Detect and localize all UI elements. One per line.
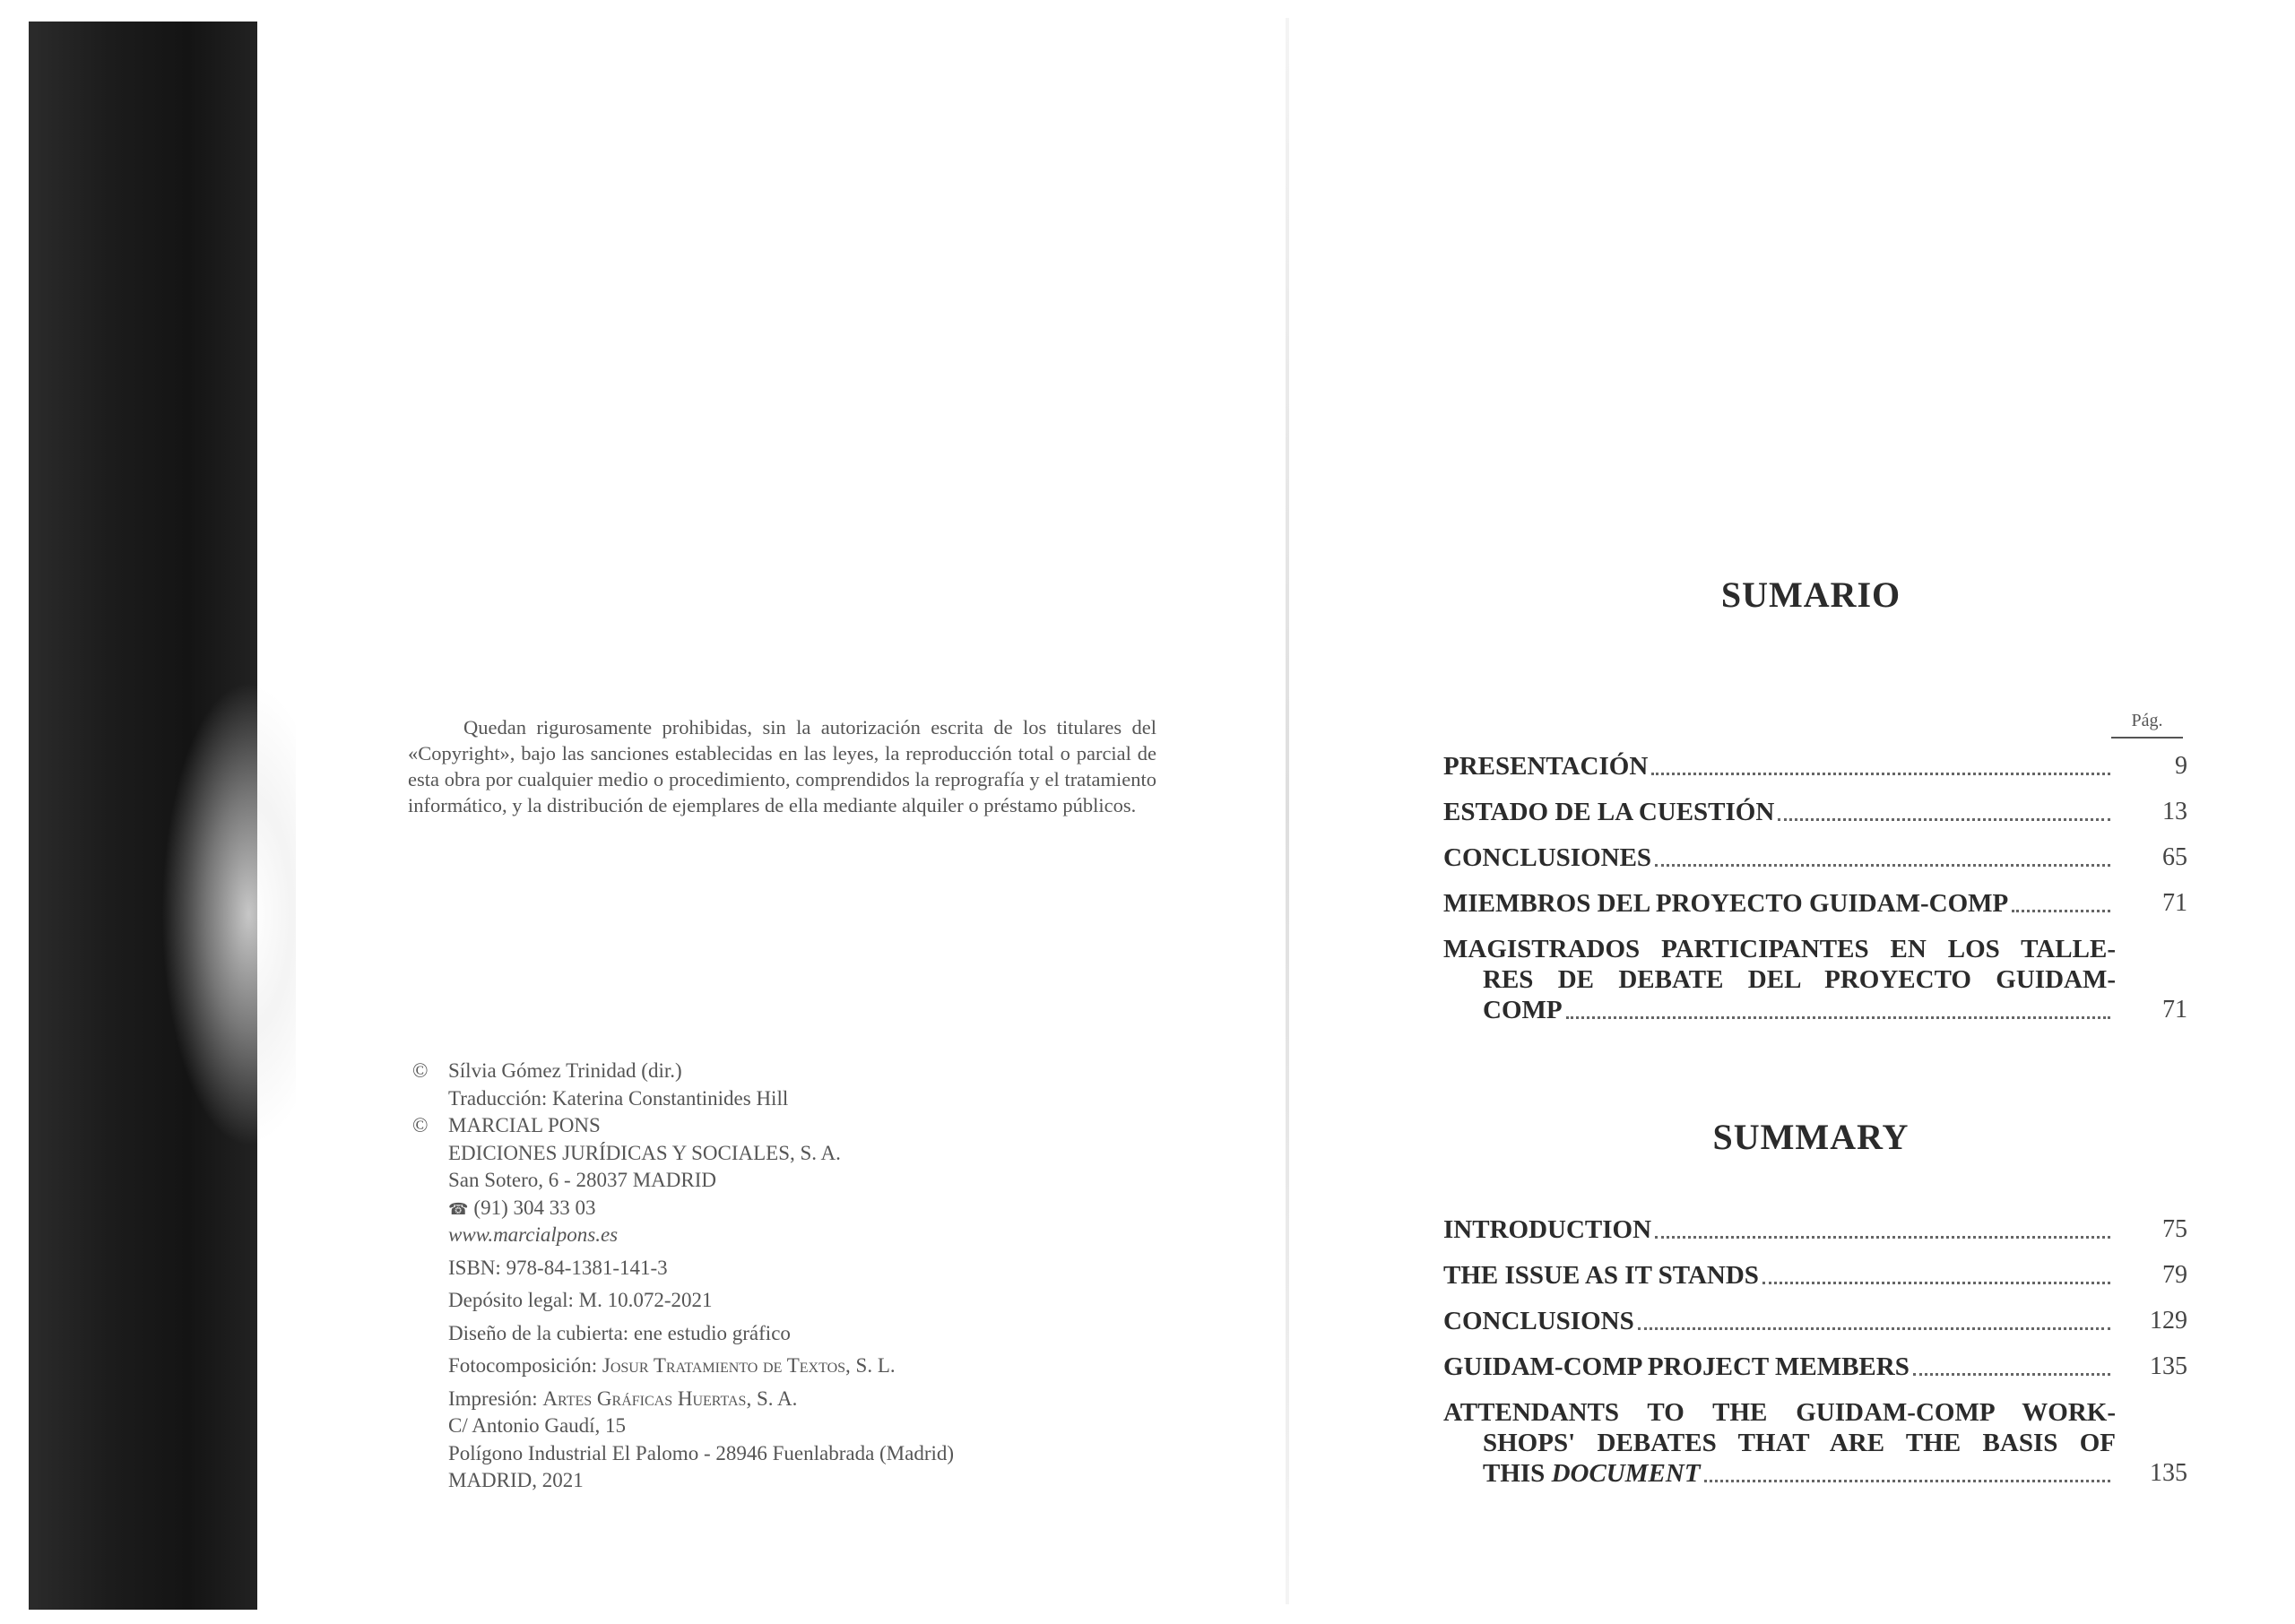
copyright-icon: ©: [412, 1114, 429, 1136]
toc-entry-page: 75: [2162, 1215, 2187, 1243]
toc-entry-title-line1: MAGISTRADOS PARTICIPANTES EN LOS TALLE-: [1443, 935, 2116, 963]
publisher-full: EDICIONES JURÍDICAS Y SOCIALES, S. A.: [448, 1141, 841, 1164]
toc-entry-title-line3: COMP: [1483, 996, 1563, 1024]
toc-entry[interactable]: [1443, 751, 2187, 782]
typesetting-label: Fotocomposición:: [448, 1354, 602, 1377]
website: www.marcialpons.es: [448, 1223, 619, 1246]
copyright-notice: Quedan rigurosamente prohibidas, sin la autorización escrita de los titulares del «Copyright», bajo las sanciones establecidas en las leyes, la reproducción total o parcial de esta obra por cualquier medio o procedimiento, comprendidos la reprografía y el tratamiento informático, y la distribución de ejemplares de ella mediante alquiler o préstamo públicos.: [408, 716, 1156, 816]
toc-entry[interactable]: [1443, 1306, 2187, 1336]
sumario-title: SUMARIO: [1720, 574, 1901, 615]
toc-entry[interactable]: [1443, 934, 2187, 1025]
printing-label: Impresión:: [448, 1386, 543, 1410]
toc-entry-title-line3b: DOCUMENT: [1551, 1459, 1701, 1488]
toc-entry-page: 65: [2162, 843, 2187, 871]
printing-company: Artes Gráficas Huertas, S. A.: [542, 1386, 798, 1410]
page-gutter: [1286, 18, 1289, 1604]
toc-entry-title: MIEMBROS DEL PROYECTO GUIDAM-COMP: [1443, 889, 2009, 918]
printing-area: Polígono Industrial El Palomo - 28946 Fuenlabrada (Madrid): [448, 1441, 955, 1464]
toc-entry-page: 71: [2162, 996, 2187, 1024]
colophon: [412, 1058, 1130, 1495]
colophon-publisher-line: [412, 1112, 1130, 1140]
dot-leader: [1913, 1373, 2110, 1376]
dot-leader: [1566, 1016, 2110, 1019]
cover-design: Diseño de la cubierta: ene estudio gráfico: [448, 1321, 791, 1344]
sumario-list: [1443, 751, 2187, 1041]
toc-entry-title: INTRODUCTION: [1443, 1215, 1652, 1244]
toc-entry-page: 135: [2150, 1352, 2187, 1380]
toc-entry-title: GUIDAM-COMP PROJECT MEMBERS: [1443, 1352, 1910, 1381]
toc-entry-page: 13: [2162, 798, 2187, 825]
toc-entry-page: 9: [2175, 752, 2187, 780]
address: San Sotero, 6 - 28037 MADRID: [448, 1169, 716, 1191]
toc-entry-title-line2: RES DE DEBATE DEL PROYECTO GUIDAM-: [1483, 965, 2116, 994]
toc-entry[interactable]: [1443, 797, 2187, 827]
toc-entry-title: ESTADO DE LA CUESTIÓN: [1443, 798, 1775, 826]
summary-list: [1443, 1214, 2187, 1504]
dot-leader: [1704, 1480, 2110, 1482]
toc-entry-title-line2: SHOPS' DEBATES THAT ARE THE BASIS OF: [1483, 1429, 2116, 1457]
printing-street: C/ Antonio Gaudí, 15: [448, 1414, 627, 1437]
toc-entry[interactable]: [1443, 1397, 2187, 1489]
colophon-author-line: [412, 1058, 1130, 1085]
toc-entry[interactable]: [1443, 842, 2187, 873]
author: Sílvia Gómez Trinidad (dir.): [448, 1059, 682, 1082]
toc-entry-title-line1: ATTENDANTS TO THE GUIDAM-COMP WORK-: [1443, 1398, 2116, 1427]
toc-entry[interactable]: [1443, 1260, 2187, 1291]
typesetting-company: Josur Tratamiento de Textos, S. L.: [602, 1354, 896, 1377]
dot-leader: [1651, 773, 2110, 775]
copyright-icon: ©: [412, 1059, 429, 1082]
typesetting: [412, 1352, 1130, 1380]
dot-leader: [2012, 910, 2110, 912]
toc-entry-page: 129: [2150, 1307, 2187, 1335]
place-year: MADRID, 2021: [448, 1469, 584, 1491]
printing: [412, 1386, 1130, 1413]
page-curl-shadow: [161, 681, 296, 1147]
summary-title: SUMMARY: [1712, 1117, 1910, 1157]
publisher: MARCIAL PONS: [448, 1114, 601, 1136]
toc-entry-page: 135: [2150, 1459, 2187, 1487]
phone-icon: ☎: [448, 1199, 469, 1218]
toc-entry-title: PRESENTACIÓN: [1443, 752, 1649, 781]
page-column-header: Pág.: [2111, 711, 2183, 739]
dot-leader: [1655, 1236, 2110, 1239]
toc-entry-title: CONCLUSIONS: [1443, 1307, 1634, 1335]
dot-leader: [1638, 1327, 2110, 1330]
toc-entry-page: 79: [2162, 1261, 2187, 1289]
isbn: ISBN: 978-84-1381-141-3: [448, 1256, 668, 1279]
toc-entry-page: 71: [2162, 889, 2187, 917]
legal-deposit: Depósito legal: M. 10.072-2021: [448, 1289, 713, 1311]
phone-line: [412, 1195, 1130, 1222]
dot-leader: [1655, 864, 2110, 867]
dot-leader: [1762, 1282, 2110, 1284]
toc-entry-title: THE ISSUE AS IT STANDS: [1443, 1261, 1759, 1290]
dot-leader: [1778, 818, 2110, 821]
translation: Traducción: Katerina Constantinides Hill: [448, 1086, 789, 1110]
toc-entry[interactable]: [1443, 1352, 2187, 1382]
toc-entry-title: CONCLUSIONES: [1443, 843, 1652, 872]
toc-entry[interactable]: [1443, 1214, 2187, 1245]
toc-entry[interactable]: [1443, 888, 2187, 919]
toc-entry-title-line3a: THIS: [1483, 1459, 1552, 1488]
phone: (91) 304 33 03: [473, 1196, 596, 1219]
